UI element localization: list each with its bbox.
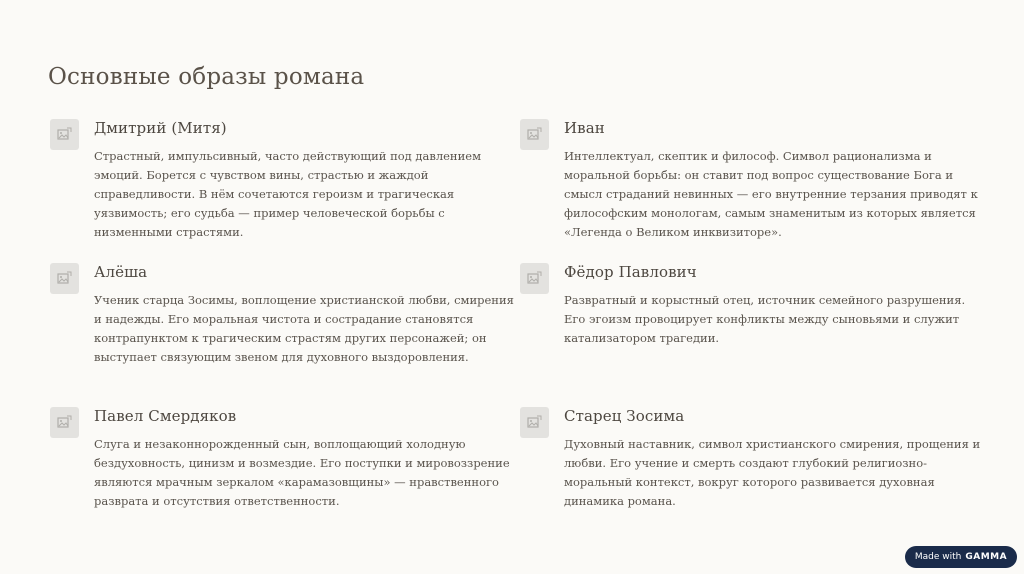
card-title: Павел Смердяков [94, 407, 237, 425]
card-title: Иван [564, 119, 605, 137]
card-title: Старец Зосима [564, 407, 685, 425]
made-with-gamma-badge[interactable] [905, 546, 1017, 568]
card-body: Развратный и корыстный отец, источник семейного разрушения. Его эгоизм провоцирует конфликты между сыновьями и служит катализатором трагедии. [564, 293, 966, 345]
image-placeholder-icon [50, 407, 79, 438]
card-body: Страстный, импульсивный, часто действующий под давлением эмоций. Борется с чувством вины, страстью и жаждой справедливости. В нём сочетаются героизм и трагическая уязвимость; его судьба — пример человеческой борьбы с низменными страстями. [94, 149, 482, 239]
image-placeholder-icon [50, 119, 79, 150]
image-placeholder-icon [50, 263, 79, 294]
slide-title: Основные образы романа [48, 64, 365, 90]
card-body: Ученик старца Зосимы, воплощение христианской любви, смирения и надежды. Его моральная чистота и сострадание становятся контрапунктом к трагическим страстям других персонажей; он выступает связующим звеном для духовного выздоровления. [94, 293, 514, 364]
card-body: Духовный наставник, символ христианского смирения, прощения и любви. Его учение и смерть создают глубокий религиозно-моральный контекст, вокруг которого развивается духовная динамика романа. [564, 437, 981, 508]
card-title: Дмитрий (Митя) [94, 119, 227, 137]
image-placeholder-icon [520, 119, 549, 150]
card-body: Слуга и незаконнорожденный сын, воплощающий холодную бездуховность, цинизм и возмездие. Его поступки и мировоззрение являются мрачным зеркалом «карамазовщины» — нравственного разврата и отсутствия ответственности. [94, 437, 510, 508]
gamma-logo: GAMMA [965, 552, 1008, 562]
image-placeholder-icon [520, 407, 549, 438]
image-placeholder-icon [520, 263, 549, 294]
badge-prefix: Made with [914, 552, 962, 562]
card-title: Алёша [94, 263, 148, 281]
card-body: Интеллектуал, скептик и философ. Символ рационализма и моральной борьбы: он ставит под вопрос существование Бога и смысл страданий невинных — его внутренние терзания приводят к философским монологам, самым знаменитым из которых является «Легенда о Великом инквизиторе». [564, 149, 978, 239]
card-title: Фёдор Павлович [564, 263, 697, 281]
